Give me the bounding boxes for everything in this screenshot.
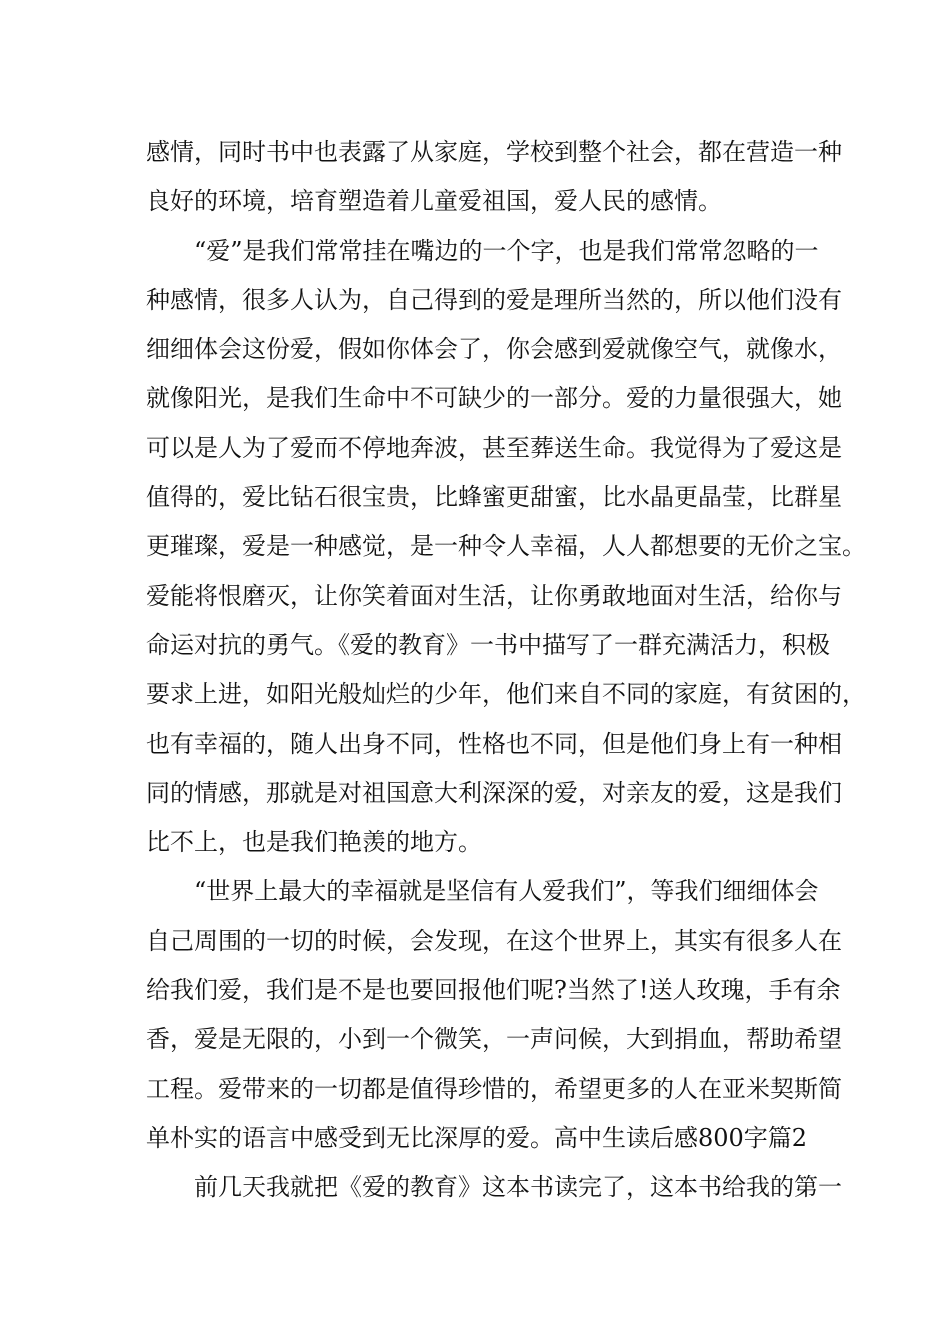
text-line: 要求上进，如阳光般灿烂的少年，他们来自不同的家庭，有贫困的， xyxy=(146,680,866,709)
text-line: 值得的，爱比钻石很宝贵，比蜂蜜更甜蜜，比水晶更晶莹，比群星 xyxy=(146,483,842,512)
text-line: 同的情感，那就是对祖国意大利深深的爱，对亲友的爱，这是我们 xyxy=(146,778,842,807)
text-line: 可以是人为了爱而不停地奔波，甚至葬送生命。我觉得为了爱这是 xyxy=(146,433,842,462)
text-line: 给我们爱，我们是不是也要回报他们呢?当然了!送人玫瑰，手有余 xyxy=(146,976,841,1005)
text-line: 良好的环境，培育塑造着儿童爱祖国，爱人民的感情。 xyxy=(146,187,722,216)
text-line: “爱”是我们常常挂在嘴边的一个字，也是我们常常忽略的一 xyxy=(194,236,819,265)
text-line: 单朴实的语言中感受到无比深厚的爱。高中生读后感800字篇2 xyxy=(146,1123,808,1152)
text-line: “世界上最大的幸福就是坚信有人爱我们”，等我们细细体会 xyxy=(194,877,819,906)
text-line: 前几天我就把《爱的教育》这本书读完了，这本书给我的第一 xyxy=(194,1173,842,1202)
text-line: 更璀璨，爱是一种感觉，是一种令人幸福，人人都想要的无价之宝。 xyxy=(146,532,866,561)
paragraph xyxy=(146,1163,842,1212)
document-body xyxy=(146,128,866,1213)
text-line: 爱能将恨磨灭，让你笑着面对生活，让你勇敢地面对生活，给你与 xyxy=(146,581,842,610)
text-line: 种感情，很多人认为，自己得到的爱是理所当然的，所以他们没有 xyxy=(146,285,842,314)
paragraph xyxy=(146,227,866,868)
paragraph xyxy=(146,128,842,227)
text-line: 就像阳光，是我们生命中不可缺少的一部分。爱的力量很强大，她 xyxy=(146,384,842,413)
text-line: 细细体会这份爱，假如你体会了，你会感到爱就像空气，就像水， xyxy=(146,335,842,364)
text-line: 比不上，也是我们艳羡的地方。 xyxy=(146,828,482,857)
text-line: 也有幸福的，随人出身不同，性格也不同，但是他们身上有一种相 xyxy=(146,729,842,758)
text-line: 自己周围的一切的时候，会发现，在这个世界上，其实有很多人在 xyxy=(146,926,842,955)
text-line: 命运对抗的勇气。《爱的教育》一书中描写了一群充满活力，积极 xyxy=(146,630,830,659)
text-line: 香，爱是无限的，小到一个微笑，一声问候，大到捐血，帮助希望 xyxy=(146,1025,842,1054)
text-line: 工程。爱带来的一切都是值得珍惜的，希望更多的人在亚米契斯简 xyxy=(146,1074,842,1103)
text-line: 感情，同时书中也表露了从家庭，学校到整个社会，都在营造一种 xyxy=(146,138,842,166)
paragraph xyxy=(146,867,842,1163)
